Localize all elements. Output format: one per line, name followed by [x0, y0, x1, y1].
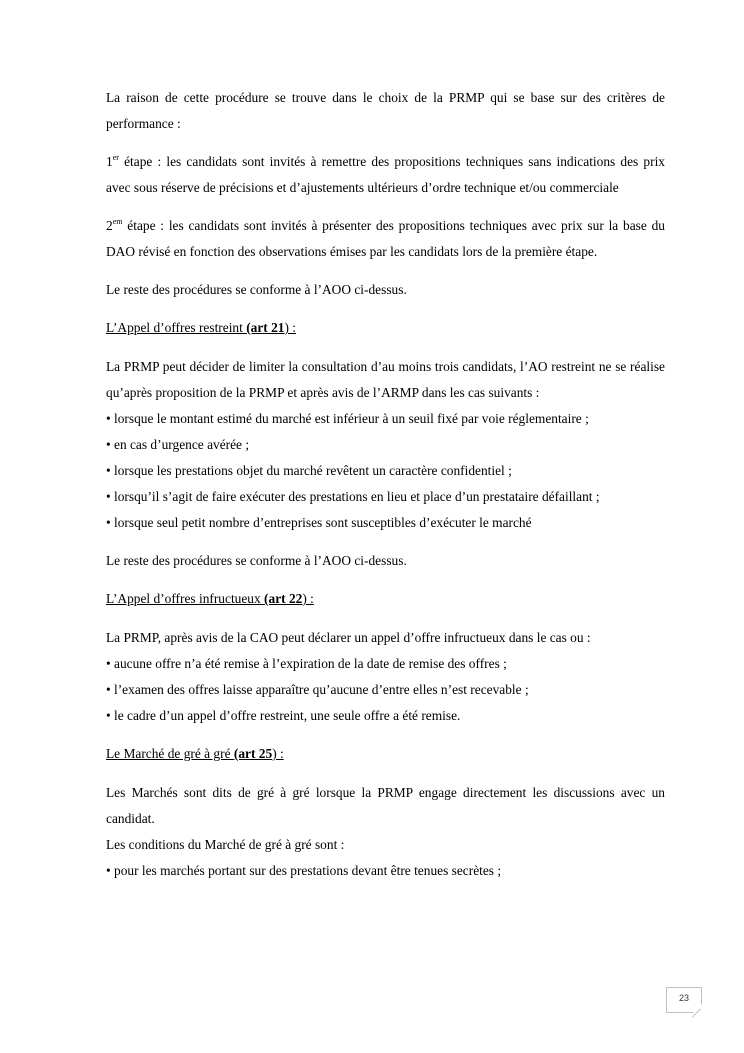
- page-content: [106, 85, 665, 896]
- restreint-heading-end: ) :: [284, 320, 297, 335]
- infructueux-heading-art: (art 22: [264, 591, 303, 606]
- gre-conditions: Les conditions du Marché de gré à gré sont :: [106, 837, 345, 852]
- restreint-body: La PRMP peut décider de limiter la consultation d’au moins trois candidats, l’AO restreint ne se réalise qu’après proposition de la PRMP et après avis de l’ARMP dans les cas suivants :: [106, 359, 665, 400]
- bullet-icon: •: [106, 515, 111, 530]
- gre-bullet-list: [106, 858, 665, 884]
- infructueux-body: La PRMP, après avis de la CAO peut déclarer un appel d’offre infructueux dans le cas ou :: [106, 630, 591, 645]
- infructueux-heading-end: ) :: [302, 591, 314, 606]
- step2-text: étape : les candidats sont invités à présenter des propositions techniques avec prix sur la base du DAO révisé en fonction des observations émises par les candidats lors de la première étape.: [106, 218, 665, 259]
- step2-paragraph: [106, 213, 665, 265]
- step2-superscript: em: [112, 217, 123, 226]
- restreint-heading-art: (art 21: [246, 320, 285, 335]
- gre-heading-end: ) :: [272, 746, 284, 761]
- gre-heading-text: Le Marché de gré à gré: [106, 746, 234, 761]
- list-item: [106, 458, 665, 484]
- list-item: [106, 510, 665, 536]
- infructueux-bullet-list: [106, 651, 665, 729]
- list-item-text: lorsque seul petit nombre d’entreprises sont susceptibles d’exécuter le marché: [114, 515, 532, 530]
- list-item: [106, 651, 665, 677]
- list-item-text: aucune offre n’a été remise à l’expiration de la date de remise des offres ;: [114, 656, 507, 671]
- list-item: [106, 406, 665, 432]
- bullet-icon: •: [106, 656, 111, 671]
- step1-text: étape : les candidats sont invités à remettre des propositions techniques sans indications des prix avec sous réserve de précisions et d’ajustements ultérieurs d’ordre technique et/ou commerciale: [106, 154, 665, 195]
- intro-paragraph: La raison de cette procédure se trouve dans le choix de la PRMP qui se base sur des critères de performance :: [106, 90, 665, 131]
- gre-heading: [106, 741, 665, 767]
- restreint-heading: [106, 315, 665, 341]
- bullet-icon: •: [106, 708, 111, 723]
- bullet-icon: •: [106, 463, 111, 478]
- list-item-text: pour les marchés portant sur des prestations devant être tenues secrètes ;: [114, 863, 502, 878]
- list-item: [106, 677, 665, 703]
- restreint-bullet-list: [106, 406, 665, 536]
- infructueux-heading: [106, 586, 665, 612]
- list-item-text: lorsque le montant estimé du marché est inférieur à un seuil fixé par voie réglementaire ;: [114, 411, 589, 426]
- bullet-icon: •: [106, 682, 111, 697]
- list-item-text: lorsque les prestations objet du marché revêtent un caractère confidentiel ;: [114, 463, 512, 478]
- list-item-text: en cas d’urgence avérée ;: [114, 437, 250, 452]
- bullet-icon: •: [106, 863, 111, 878]
- list-item-text: lorsqu’il s’agit de faire exécuter des prestations en lieu et place d’un prestataire défaillant ;: [114, 489, 600, 504]
- list-item-text: le cadre d’un appel d’offre restreint, une seule offre a été remise.: [114, 708, 461, 723]
- rest-procedures-paragraph: Le reste des procédures se conforme à l’AOO ci-dessus.: [106, 282, 407, 297]
- list-item: [106, 703, 665, 729]
- step1-superscript: er: [112, 153, 119, 162]
- list-item: [106, 432, 665, 458]
- list-item: [106, 858, 665, 884]
- infructueux-heading-text: L’Appel d’offres infructueux: [106, 591, 265, 606]
- gre-heading-art: (art 25: [233, 746, 273, 761]
- bullet-icon: •: [106, 437, 111, 452]
- bullet-icon: •: [106, 411, 111, 426]
- step1-number: 1: [106, 154, 113, 169]
- page-number: 23: [678, 993, 689, 1003]
- step1-paragraph: [106, 149, 665, 201]
- step2-number: 2: [106, 218, 113, 233]
- restreint-heading-text: L’Appel d’offres restreint: [106, 320, 247, 335]
- bullet-icon: •: [106, 489, 111, 504]
- restreint-rest-paragraph: Le reste des procédures se conforme à l’AOO ci-dessus.: [106, 553, 407, 568]
- list-item-text: l’examen des offres laisse apparaître qu’aucune d’entre elles n’est recevable ;: [114, 682, 529, 697]
- list-item: [106, 484, 665, 510]
- page-number-box: [666, 987, 702, 1013]
- gre-body: Les Marchés sont dits de gré à gré lorsque la PRMP engage directement les discussions avec un candidat.: [106, 785, 665, 826]
